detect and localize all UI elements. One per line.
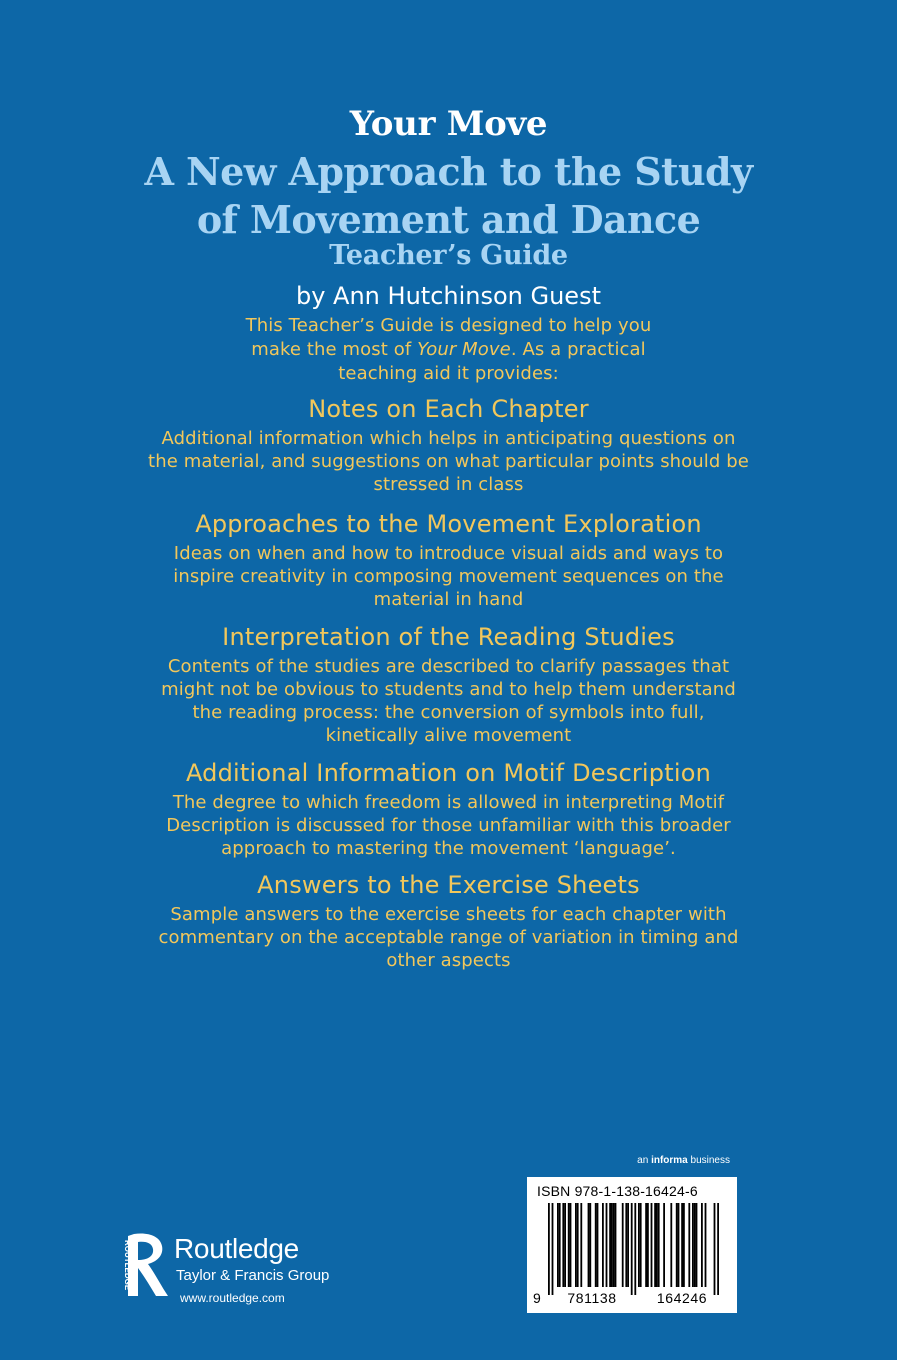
intro-line-2	[50, 338, 847, 362]
routledge-vertical-text: ROUTLEDGE	[123, 1240, 132, 1291]
tagline-pre: an	[637, 1155, 652, 1166]
section-body-motif	[110, 791, 787, 860]
section-line: Contents of the studies are described to clarify passages that	[167, 656, 730, 677]
barcode-bar	[609, 1203, 611, 1287]
intro-line-1: This Teacher’s Guide is designed to help you	[245, 315, 652, 336]
barcode-bar	[622, 1203, 624, 1287]
barcode-bar	[552, 1203, 554, 1295]
barcode-bar	[615, 1203, 617, 1287]
barcode-bar	[714, 1203, 716, 1295]
section-heading-reading: Interpretation of the Reading Studies	[222, 623, 675, 651]
barcode-bar	[694, 1203, 696, 1287]
barcode-bar	[589, 1203, 591, 1287]
book-title: Your Move	[349, 104, 548, 144]
routledge-url[interactable]: www.routledge.com	[180, 1291, 285, 1305]
intro-line-3: teaching aid it provides:	[338, 363, 559, 384]
intro-post: . As a practical	[510, 339, 646, 360]
barcode-bar	[606, 1203, 608, 1287]
barcode-bar	[676, 1203, 678, 1287]
isbn-label: ISBN 978-1-138-16424-6	[537, 1183, 698, 1199]
routledge-name: Routledge	[174, 1233, 299, 1264]
barcode-bar	[562, 1203, 564, 1287]
section-line: the reading process: the conversion of symbols into full,	[192, 702, 705, 723]
section-line: commentary on the acceptable range of variation in timing and	[158, 927, 739, 948]
barcode-bar	[658, 1203, 660, 1287]
guide-label: Teacher’s Guide	[329, 240, 568, 271]
barcode-bar	[663, 1203, 665, 1287]
barcode-bar	[548, 1203, 550, 1295]
section-line: other aspects	[386, 950, 511, 971]
barcode-bar	[645, 1203, 647, 1287]
barcode-bar	[696, 1203, 698, 1287]
barcode-bar	[564, 1203, 566, 1287]
barcode-bar	[634, 1203, 636, 1295]
barcode-bar	[613, 1203, 615, 1287]
barcode-bar	[595, 1203, 597, 1287]
book-subtitle	[50, 148, 847, 244]
barcode-bar	[559, 1203, 561, 1287]
section-line: kinetically alive movement	[325, 725, 572, 746]
section-heading-answers: Answers to the Exercise Sheets	[257, 871, 640, 899]
section-line: Ideas on when and how to introduce visual aids and ways to	[173, 543, 724, 564]
routledge-group: Taylor & Francis Group	[176, 1267, 330, 1284]
section-line: Description is discussed for those unfamiliar with this broader	[166, 815, 731, 836]
barcode-bar	[575, 1203, 577, 1287]
barcode-bar	[597, 1203, 599, 1287]
intro-pre: make the most of	[251, 339, 418, 360]
section-line: Additional information which helps in anticipating questions on	[161, 428, 736, 449]
barcode-bar	[577, 1203, 579, 1287]
barcode-bar	[568, 1203, 570, 1287]
section-line: material in hand	[373, 589, 524, 610]
subtitle-line-1: A New Approach to the Study	[144, 149, 753, 194]
barcode-bar	[654, 1203, 656, 1287]
barcode-bar	[701, 1203, 703, 1287]
section-heading-notes: Notes on Each Chapter	[308, 395, 589, 423]
intro-paragraph	[50, 314, 847, 386]
barcode-bar	[557, 1203, 559, 1287]
barcode-bar	[611, 1203, 613, 1287]
barcode-digit-lead: 9	[533, 1290, 542, 1306]
section-body-reading	[110, 655, 787, 747]
section-line: stressed in class	[373, 474, 524, 495]
barcode-bar	[638, 1203, 640, 1287]
barcode-bar	[678, 1203, 680, 1287]
tagline-post: business	[687, 1155, 730, 1166]
barcode-bar	[602, 1203, 604, 1287]
barcode-bar	[681, 1203, 683, 1287]
routledge-logo	[118, 1228, 358, 1318]
barcode-bar	[656, 1203, 658, 1287]
section-body-exploration	[110, 542, 787, 611]
barcode-bar	[705, 1203, 707, 1287]
barcode-bar	[647, 1203, 649, 1287]
section-heading-exploration: Approaches to the Movement Exploration	[195, 510, 702, 538]
section-line: inspire creativity in composing movement sequences on the	[173, 566, 724, 587]
section-line: The degree to which freedom is allowed in interpreting Motif	[172, 792, 725, 813]
isbn-barcode	[527, 1177, 737, 1313]
section-line: might not be obvious to students and to help them understand	[161, 679, 736, 700]
barcode-bar	[717, 1203, 719, 1295]
informa-brand: informa	[651, 1155, 688, 1166]
section-line: Sample answers to the exercise sheets for each chapter with	[170, 904, 727, 925]
barcode-digits-right: 164246	[656, 1290, 708, 1306]
barcode-bar	[588, 1203, 590, 1287]
routledge-r-icon	[118, 1230, 172, 1302]
section-body-notes	[100, 427, 797, 496]
section-line: approach to mastering the movement ‘language’.	[221, 838, 676, 859]
barcode-bar	[683, 1203, 685, 1287]
intro-book-title: Your Move	[417, 339, 511, 360]
barcode-bar	[627, 1203, 629, 1287]
barcode-bar	[670, 1203, 672, 1287]
barcode-bar	[580, 1203, 582, 1287]
barcode-bar	[631, 1203, 633, 1295]
barcode-bar	[692, 1203, 694, 1287]
section-heading-motif: Additional Information on Motif Description	[185, 759, 712, 787]
barcode-bar	[570, 1203, 572, 1287]
barcode-bar	[640, 1203, 642, 1287]
barcode-bar	[625, 1203, 627, 1287]
section-line: the material, and suggestions on what particular points should be	[148, 451, 749, 472]
section-body-answers	[110, 903, 787, 972]
barcode-bar	[688, 1203, 690, 1287]
barcode-digits-left: 781138	[567, 1290, 617, 1306]
author-line: by Ann Hutchinson Guest	[295, 282, 601, 310]
informa-tagline	[610, 1154, 730, 1168]
barcode-bar	[651, 1203, 653, 1287]
subtitle-line-2: of Movement and Dance	[196, 197, 701, 242]
